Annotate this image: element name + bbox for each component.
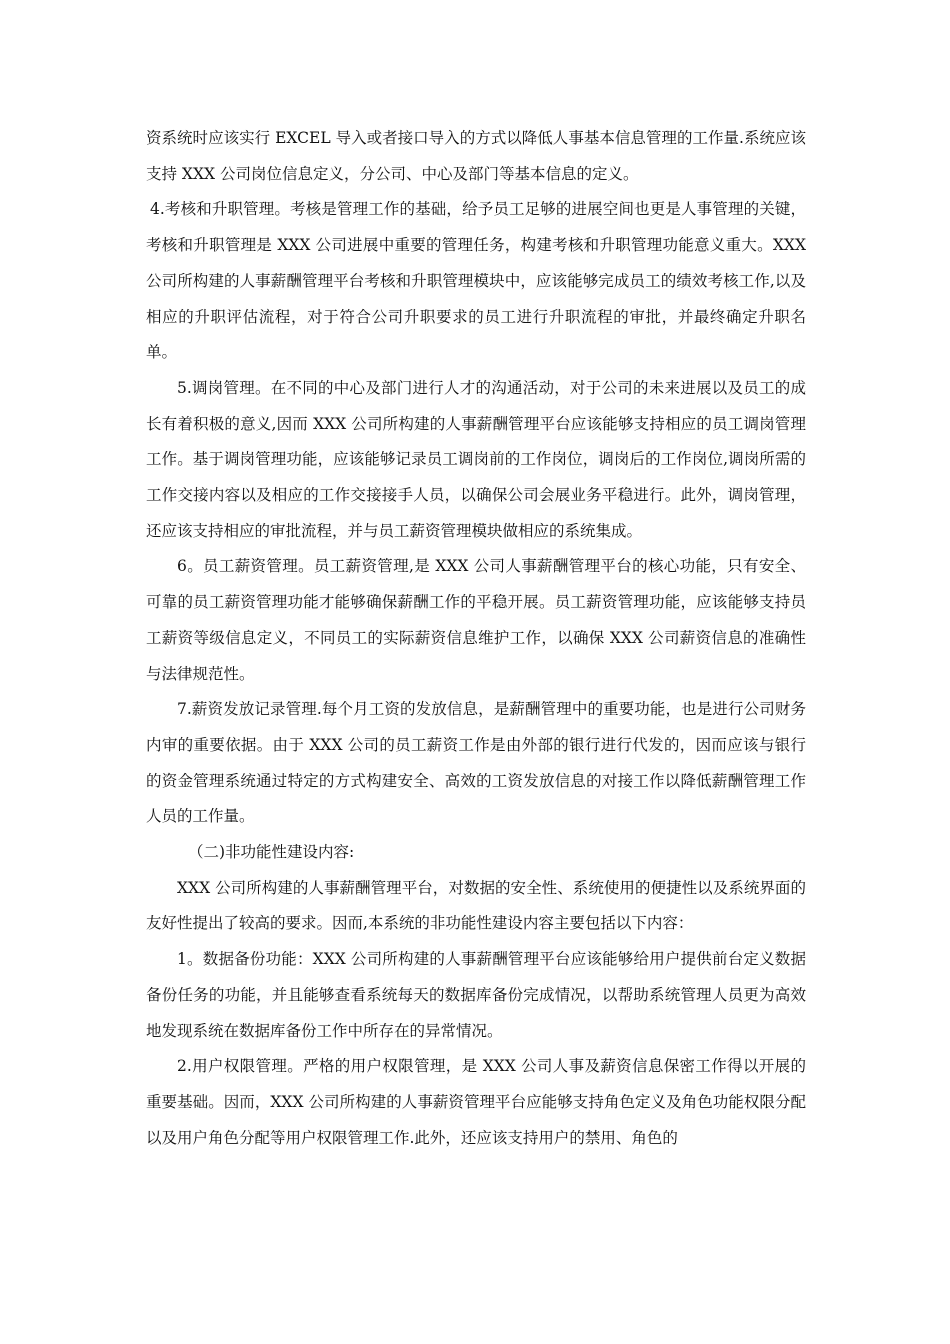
paragraph-transfer-management: 5.调岗管理。在不同的中心及部门进行人才的沟通活动，对于公司的未来进展以及员工的成长有着积极的意义,因而 XXX 公司所构建的人事薪酬管理平台应该能够支持相应的员工调岗管理工作。基于调岗管理功能，应该能够记录员工调岗前的工作岗位，调岗后的工作岗位,调岗所需的工作交接内容以及相应的工作交接接手人员，以确保公司会展业务平稳进行。此外，调岗管理，还应该支持相应的审批流程，并与员工薪资管理模块做相应的系统集成。 [146, 378, 806, 540]
paragraph-data-backup: 1。数据备份功能：XXX 公司所构建的人事薪酬管理平台应该能够给用户提供前台定义数据备份任务的功能，并且能够查看系统每天的数据库备份完成情况，以帮助系统管理人员更为高效地发现系统在数据库备份工作中所存在的异常情况。 [146, 950, 806, 1040]
paragraph-continuation: 资系统时应该实行 EXCEL 导入或者接口导入的方式以降低人事基本信息管理的工作量.系统应该支持 XXX 公司岗位信息定义，分公司、中心及部门等基本信息的定义。 [146, 129, 806, 183]
paragraph-user-permissions: 2.用户权限管理。严格的用户权限管理，是 XXX 公司人事及薪资信息保密工作得以开展的重要基础。因而，XXX 公司所构建的人事薪资管理平台应能够支持角色定义及角色功能权限分配以及用户角色分配等用户权限管理工作.此外，还应该支持用户的禁用、角色的 [146, 1057, 806, 1147]
paragraph-assessment-promotion: 4.考核和升职管理。考核是管理工作的基础，给予员工足够的进展空间也更是人事管理的关键，考核和升职管理是 XXX 公司进展中重要的管理任务，构建考核和升职管理功能意义重大。XXX 公司所构建的人事薪酬管理平台考核和升职管理模块中，应该能够完成员工的绩效考核工作,以及相应的升职评估流程，对于符合公司升职要求的员工进行升职流程的审批，并最终确定升职名单。 [146, 200, 806, 362]
section-heading-non-functional: （二)非功能性建设内容: [188, 843, 355, 862]
paragraph-salary-payment-records: 7.薪资发放记录管理.每个月工资的发放信息，是薪酬管理中的重要功能，也是进行公司财务内审的重要依据。由于 XXX 公司的员工薪资工作是由外部的银行进行代发的，因而应该与银行的资金管理系统通过特定的方式构建安全、高效的工资发放信息的对接工作以降低薪酬管理工作人员的工作量。 [146, 700, 806, 826]
paragraph-non-functional-intro: XXX 公司所构建的人事薪酬管理平台，对数据的安全性、系统使用的便捷性以及系统界面的友好性提出了较高的要求。因而,本系统的非功能性建设内容主要包括以下内容： [146, 878, 806, 933]
document-page [146, 121, 806, 1156]
paragraph-salary-management: 6。员工薪资管理。员工薪资管理,是 XXX 公司人事薪酬管理平台的核心功能，只有安全、可靠的员工薪资管理功能才能够确保薪酬工作的平稳开展。员工薪资管理功能，应该能够支持员工薪资等级信息定义，不同员工的实际薪资信息维护工作，以确保 XXX 公司薪资信息的准确性与法律规范性。 [146, 557, 806, 683]
